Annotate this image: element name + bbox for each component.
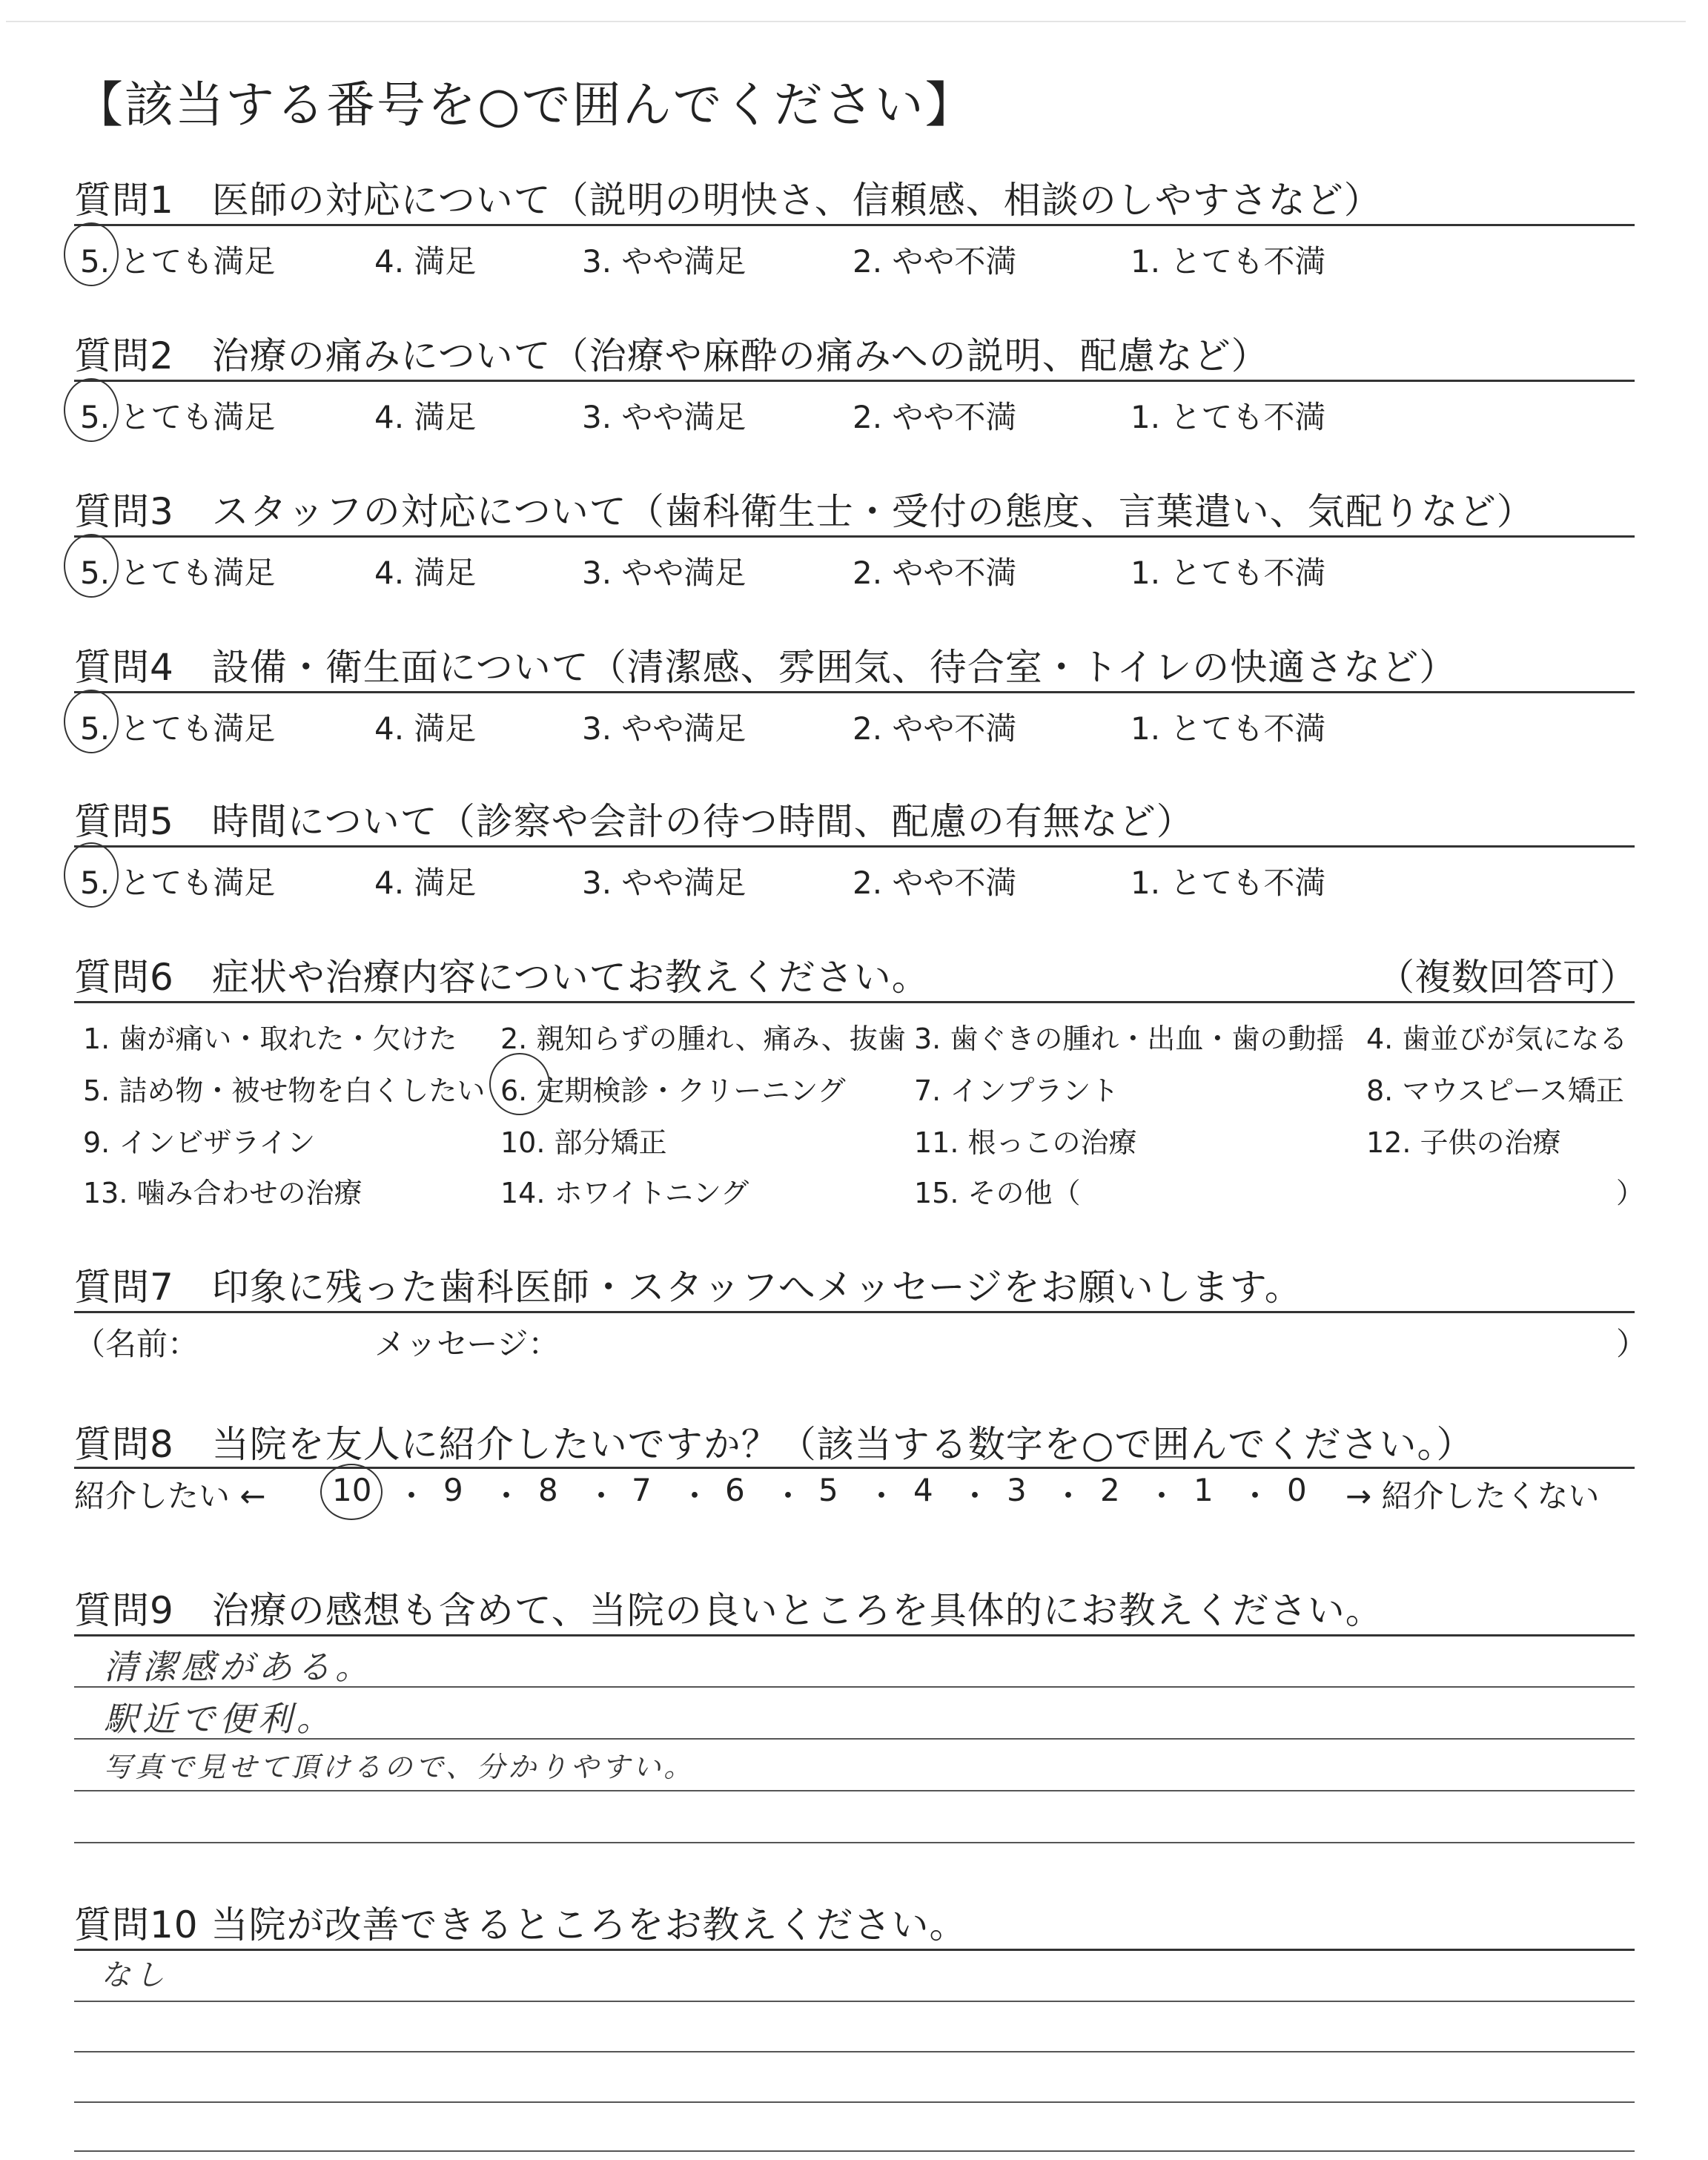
q4-answer-circle [64, 690, 119, 753]
q6-multiple-note: （複数回答可） [1377, 956, 1637, 999]
q2-option-5[interactable]: 5. とても満足 [80, 399, 276, 435]
q1-option-2[interactable]: 2. やや不満 [853, 243, 1017, 280]
q8-scale-dot: ・ [1053, 1478, 1085, 1514]
q7-rule [74, 1311, 1635, 1313]
q7-name-label: （名前： [74, 1326, 199, 1362]
q4-rule [74, 691, 1635, 693]
q6-option-1[interactable]: 1. 歯が痛い・取れた・欠けた [83, 1023, 457, 1055]
q4-option-5[interactable]: 5. とても満足 [80, 710, 276, 747]
q2-heading: 質問2 治療の痛みについて（治療や麻酔の痛みへの説明、配慮など） [74, 334, 1269, 377]
q6-option-4[interactable]: 4. 歯並びが気になる [1366, 1023, 1628, 1055]
page-title: 【該当する番号を○で囲んでください】 [74, 76, 976, 133]
q6-option-10[interactable]: 10. 部分矯正 [500, 1126, 667, 1159]
q1-rule [74, 224, 1635, 226]
q1-option-1[interactable]: 1. とても不満 [1131, 243, 1326, 280]
q10-answer-line [74, 2101, 1635, 2103]
q8-answer-circle [320, 1464, 383, 1520]
q6-rule [74, 1001, 1635, 1003]
q8-scale-5[interactable]: 5 [818, 1472, 838, 1508]
q10-heading: 質問10 当院が改善できるところをお教えください。 [74, 1903, 967, 1946]
q5-rule [74, 845, 1635, 848]
q6-answer-circle [489, 1053, 550, 1115]
q6-option-7[interactable]: 7. インプラント [914, 1074, 1119, 1107]
q6-option-15[interactable]: 15. その他（ [914, 1177, 1081, 1209]
q8-scale-dot: ・ [679, 1478, 711, 1514]
q5-option-2[interactable]: 2. やや不満 [853, 865, 1017, 901]
q7-heading: 質問7 印象に残った歯科医師・スタッフへメッセージをお願いします。 [74, 1266, 1302, 1309]
q1-option-4[interactable]: 4. 満足 [374, 243, 477, 280]
q8-scale-dot: ・ [491, 1478, 523, 1514]
q4-option-4[interactable]: 4. 満足 [374, 710, 477, 747]
q6-option-2[interactable]: 2. 親知らずの腫れ、痛み、抜歯 [500, 1023, 906, 1055]
q8-rule [74, 1467, 1635, 1469]
q5-option-3[interactable]: 3. やや満足 [582, 865, 747, 901]
q5-answer-circle [64, 842, 119, 908]
q8-scale-dot: ・ [1146, 1478, 1178, 1514]
q4-option-2[interactable]: 2. やや不満 [853, 710, 1017, 747]
q6-option-14[interactable]: 14. ホワイトニング [500, 1177, 749, 1209]
q2-answer-circle [64, 378, 119, 442]
q1-heading: 質問1 医師の対応について（説明の明快さ、信頼感、相談のしやすさなど） [74, 179, 1382, 222]
q6-option-6[interactable]: 6. 定期検診・クリーニング [500, 1074, 846, 1107]
q6-heading: 質問6 症状や治療内容についてお教えください。 [74, 956, 930, 999]
q3-option-3[interactable]: 3. やや満足 [582, 555, 747, 591]
q10-answer-line [74, 2150, 1635, 2152]
q3-option-4[interactable]: 4. 満足 [374, 555, 477, 591]
q3-rule [74, 535, 1635, 538]
q4-heading: 質問4 設備・衛生面について（清潔感、雰囲気、待合室・トイレの快適さなど） [74, 646, 1457, 689]
q6-other-close-paren: ） [1616, 1177, 1645, 1209]
q8-scale-1[interactable]: 1 [1194, 1472, 1214, 1508]
q6-option-13[interactable]: 13. 噛み合わせの治療 [83, 1177, 363, 1209]
q9-rule [74, 1634, 1635, 1636]
q5-option-1[interactable]: 1. とても不満 [1131, 865, 1326, 901]
q8-scale-2[interactable]: 2 [1100, 1472, 1120, 1508]
q4-option-3[interactable]: 3. やや満足 [582, 710, 747, 747]
q5-heading: 質問5 時間について（診察や会計の待つ時間、配慮の有無など） [74, 800, 1194, 843]
q6-option-5[interactable]: 5. 詰め物・被せ物を白くしたい [83, 1074, 486, 1107]
q6-option-12[interactable]: 12. 子供の治療 [1366, 1126, 1561, 1159]
q8-left-label: 紹介したい ← [74, 1478, 266, 1514]
q6-option-11[interactable]: 11. 根っこの治療 [914, 1126, 1137, 1159]
q9-answer-2: 駅近で便利。 [104, 1699, 335, 1739]
q8-heading: 質問8 当院を友人に紹介したいですか？（該当する数字を○で囲んでください。） [74, 1423, 1474, 1466]
q6-option-9[interactable]: 9. インビザライン [83, 1126, 316, 1159]
q8-scale-8[interactable]: 8 [538, 1472, 558, 1508]
q1-option-5[interactable]: 5. とても満足 [80, 243, 276, 280]
q10-rule [74, 1949, 1635, 1951]
q2-option-2[interactable]: 2. やや不満 [853, 399, 1017, 435]
scan-top-edge [6, 21, 1686, 22]
q10-answer-1: なし [101, 1958, 169, 1992]
q2-option-1[interactable]: 1. とても不満 [1131, 399, 1326, 435]
q10-answer-line [74, 2001, 1635, 2002]
q3-option-2[interactable]: 2. やや不満 [853, 555, 1017, 591]
q8-scale-4[interactable]: 4 [913, 1472, 933, 1508]
q8-scale-6[interactable]: 6 [725, 1472, 745, 1508]
q3-option-1[interactable]: 1. とても不満 [1131, 555, 1326, 591]
q4-option-1[interactable]: 1. とても不満 [1131, 710, 1326, 747]
q9-answer-3: 写真で見せて頂けるので、分かりやすい。 [104, 1751, 695, 1783]
q3-heading: 質問3 スタッフの対応について（歯科衛生士・受付の態度、言葉遣い、気配りなど） [74, 490, 1535, 533]
q9-answer-1: 清潔感がある。 [104, 1647, 374, 1687]
q6-option-3[interactable]: 3. 歯ぐきの腫れ・出血・歯の動揺 [914, 1023, 1345, 1055]
q2-option-4[interactable]: 4. 満足 [374, 399, 477, 435]
q3-answer-circle [64, 534, 119, 598]
q2-rule [74, 380, 1635, 382]
q8-scale-dot: ・ [1239, 1478, 1271, 1514]
q8-scale-dot: ・ [772, 1478, 804, 1514]
q8-scale-dot: ・ [959, 1478, 991, 1514]
q8-scale-dot: ・ [396, 1478, 428, 1514]
q8-scale-dot: ・ [866, 1478, 898, 1514]
q7-close-paren: ） [1616, 1326, 1648, 1362]
q1-answer-circle [64, 222, 119, 286]
q9-heading: 質問9 治療の感想も含めて、当院の良いところを具体的にお教えください。 [74, 1589, 1383, 1632]
q10-answer-line [74, 2051, 1635, 2052]
q8-scale-10[interactable]: 10 [332, 1472, 372, 1508]
q8-scale-dot: ・ [586, 1478, 618, 1514]
q1-option-3[interactable]: 3. やや満足 [582, 243, 747, 280]
q5-option-4[interactable]: 4. 満足 [374, 865, 477, 901]
q9-answer-line [74, 1842, 1635, 1843]
q6-option-8[interactable]: 8. マウスピース矯正 [1366, 1074, 1624, 1107]
q7-message-label: メッセージ： [374, 1326, 560, 1362]
q2-option-3[interactable]: 3. やや満足 [582, 399, 747, 435]
q8-right-label: → 紹介したくない [1345, 1478, 1600, 1514]
q8-scale-9[interactable]: 9 [443, 1472, 463, 1508]
q9-answer-line [74, 1790, 1635, 1791]
q8-scale-7[interactable]: 7 [632, 1472, 652, 1508]
q8-scale-0[interactable]: 0 [1287, 1472, 1307, 1508]
q3-option-5[interactable]: 5. とても満足 [80, 555, 276, 591]
q5-option-5[interactable]: 5. とても満足 [80, 865, 276, 901]
q8-scale-3[interactable]: 3 [1007, 1472, 1027, 1508]
